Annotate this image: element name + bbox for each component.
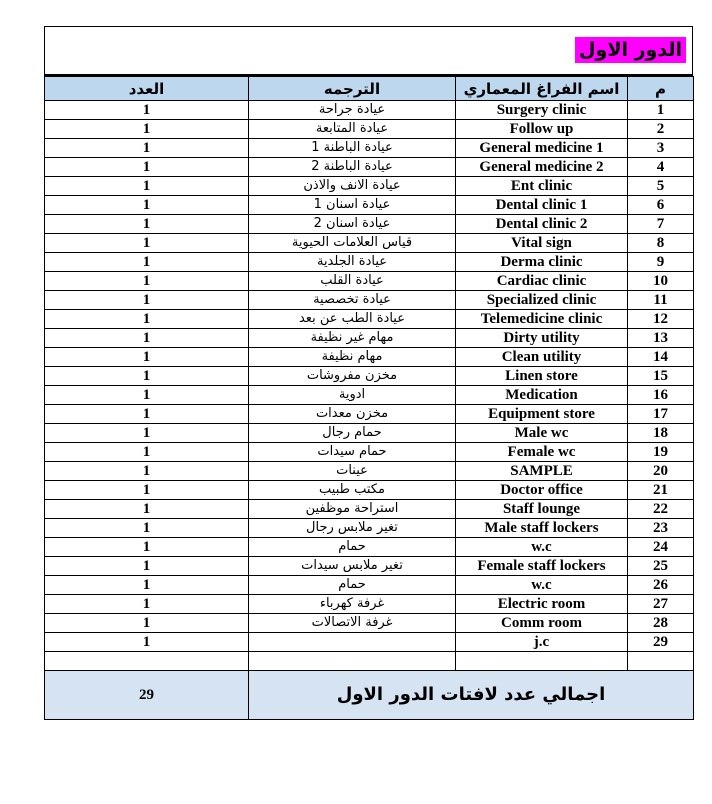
row-number-cell: 12 (628, 310, 694, 329)
table-row (45, 595, 694, 614)
row-count-cell (45, 652, 249, 671)
row-translation-cell: قياس العلامات الحيوية (249, 234, 456, 253)
row-count-cell: 1 (45, 538, 249, 557)
row-translation-cell: مكتب طبيب (249, 481, 456, 500)
row-space-name-cell: Electric room (456, 595, 628, 614)
row-number-cell: 20 (628, 462, 694, 481)
row-space-name-cell: Ent clinic (456, 177, 628, 196)
table-row (45, 519, 694, 538)
row-translation-cell: حمام رجال (249, 424, 456, 443)
table-row (45, 557, 694, 576)
table-row (45, 158, 694, 177)
table-row (45, 196, 694, 215)
row-count-cell: 1 (45, 481, 249, 500)
total-row (45, 671, 694, 720)
table-row (45, 120, 694, 139)
row-number-cell: 19 (628, 443, 694, 462)
row-translation-cell: مهام نظيفة (249, 348, 456, 367)
row-number-cell: 29 (628, 633, 694, 652)
row-space-name-cell (456, 652, 628, 671)
row-translation-cell: غرفة كهرباء (249, 595, 456, 614)
row-count-cell: 1 (45, 310, 249, 329)
row-number-cell: 23 (628, 519, 694, 538)
row-count-cell: 1 (45, 519, 249, 538)
row-translation-cell: حمام (249, 576, 456, 595)
row-count-cell: 1 (45, 234, 249, 253)
header-number: م (628, 77, 694, 101)
row-number-cell: 25 (628, 557, 694, 576)
row-translation-cell: عيادة المتابعة (249, 120, 456, 139)
row-space-name-cell: Follow up (456, 120, 628, 139)
row-number-cell: 28 (628, 614, 694, 633)
header-translation: الترجمه (249, 77, 456, 101)
row-number-cell: 18 (628, 424, 694, 443)
table-row (45, 367, 694, 386)
row-count-cell: 1 (45, 614, 249, 633)
row-number-cell: 4 (628, 158, 694, 177)
row-space-name-cell: SAMPLE (456, 462, 628, 481)
row-number-cell: 1 (628, 101, 694, 120)
table-row (45, 405, 694, 424)
row-number-cell: 8 (628, 234, 694, 253)
row-space-name-cell: w.c (456, 538, 628, 557)
row-count-cell: 1 (45, 120, 249, 139)
table-row (45, 272, 694, 291)
row-translation-cell: حمام (249, 538, 456, 557)
total-value: 29 (45, 671, 249, 720)
row-number-cell: 3 (628, 139, 694, 158)
row-translation-cell: عيادة اسنان 1 (249, 196, 456, 215)
table-row (45, 139, 694, 158)
table-row (45, 310, 694, 329)
row-count-cell: 1 (45, 386, 249, 405)
row-number-cell: 6 (628, 196, 694, 215)
row-translation-cell: استراحة موظفين (249, 500, 456, 519)
row-count-cell: 1 (45, 253, 249, 272)
row-space-name-cell: Equipment store (456, 405, 628, 424)
table-row (45, 443, 694, 462)
row-number-cell: 9 (628, 253, 694, 272)
row-count-cell: 1 (45, 595, 249, 614)
row-count-cell: 1 (45, 348, 249, 367)
row-translation-cell: عيادة اسنان 2 (249, 215, 456, 234)
row-space-name-cell: Specialized clinic (456, 291, 628, 310)
table-row (45, 234, 694, 253)
row-count-cell: 1 (45, 139, 249, 158)
row-count-cell: 1 (45, 101, 249, 120)
row-number-cell: 14 (628, 348, 694, 367)
row-count-cell: 1 (45, 215, 249, 234)
table-row (45, 329, 694, 348)
row-space-name-cell: Male staff lockers (456, 519, 628, 538)
row-translation-cell: ادوية (249, 386, 456, 405)
row-space-name-cell: Cardiac clinic (456, 272, 628, 291)
row-space-name-cell: Derma clinic (456, 253, 628, 272)
table-row (45, 462, 694, 481)
table-row (45, 215, 694, 234)
row-count-cell: 1 (45, 367, 249, 386)
row-translation-cell: عيادة الباطنة 1 (249, 139, 456, 158)
row-translation-cell: تغير ملابس سيدات (249, 557, 456, 576)
floor-title: الدور الاول (575, 37, 686, 63)
row-number-cell: 21 (628, 481, 694, 500)
row-count-cell: 1 (45, 177, 249, 196)
row-number-cell: 26 (628, 576, 694, 595)
row-count-cell: 1 (45, 424, 249, 443)
row-space-name-cell: Linen store (456, 367, 628, 386)
row-count-cell: 1 (45, 633, 249, 652)
signage-sheet (44, 26, 693, 720)
row-space-name-cell: Doctor office (456, 481, 628, 500)
row-space-name-cell: Staff lounge (456, 500, 628, 519)
row-space-name-cell: w.c (456, 576, 628, 595)
row-space-name-cell: General medicine 1 (456, 139, 628, 158)
row-number-cell: 2 (628, 120, 694, 139)
row-translation-cell: عيادة القلب (249, 272, 456, 291)
row-space-name-cell: Medication (456, 386, 628, 405)
row-space-name-cell: Telemedicine clinic (456, 310, 628, 329)
row-number-cell: 5 (628, 177, 694, 196)
row-count-cell: 1 (45, 462, 249, 481)
table-row (45, 633, 694, 652)
row-number-cell: 22 (628, 500, 694, 519)
row-count-cell: 1 (45, 443, 249, 462)
row-count-cell: 1 (45, 291, 249, 310)
table-row (45, 614, 694, 633)
row-number-cell: 16 (628, 386, 694, 405)
spaces-table (44, 76, 694, 720)
row-space-name-cell: Surgery clinic (456, 101, 628, 120)
row-translation-cell: عيادة الجلدية (249, 253, 456, 272)
row-number-cell: 10 (628, 272, 694, 291)
table-row (45, 291, 694, 310)
row-translation-cell: عيادة تخصصية (249, 291, 456, 310)
header-space-name: اسم الفراغ المعماري (456, 77, 628, 101)
row-translation-cell: تغير ملابس رجال (249, 519, 456, 538)
row-number-cell: 24 (628, 538, 694, 557)
table-row (45, 424, 694, 443)
table-row (45, 177, 694, 196)
row-space-name-cell: Male wc (456, 424, 628, 443)
table-row (45, 652, 694, 671)
row-count-cell: 1 (45, 329, 249, 348)
title-frame (44, 26, 693, 76)
table-row (45, 481, 694, 500)
row-translation-cell: مهام غير نظيفة (249, 329, 456, 348)
table-row (45, 348, 694, 367)
row-count-cell: 1 (45, 557, 249, 576)
row-space-name-cell: Female wc (456, 443, 628, 462)
row-count-cell: 1 (45, 500, 249, 519)
row-translation-cell (249, 633, 456, 652)
row-number-cell: 17 (628, 405, 694, 424)
row-space-name-cell: General medicine 2 (456, 158, 628, 177)
table-row (45, 576, 694, 595)
row-count-cell: 1 (45, 158, 249, 177)
row-space-name-cell: Female staff lockers (456, 557, 628, 576)
row-translation-cell: عيادة الطب عن بعد (249, 310, 456, 329)
row-number-cell: 7 (628, 215, 694, 234)
row-translation-cell: مخزن معدات (249, 405, 456, 424)
row-count-cell: 1 (45, 576, 249, 595)
title-row (45, 27, 692, 75)
row-translation-cell: عيادة جراحة (249, 101, 456, 120)
total-label: اجمالي عدد لافتات الدور الاول (249, 671, 694, 720)
row-space-name-cell: Comm room (456, 614, 628, 633)
row-number-cell: 27 (628, 595, 694, 614)
row-space-name-cell: Clean utility (456, 348, 628, 367)
table-row (45, 386, 694, 405)
table-row (45, 253, 694, 272)
table-row (45, 538, 694, 557)
row-translation-cell: عيادة الباطنة 2 (249, 158, 456, 177)
row-space-name-cell: Vital sign (456, 234, 628, 253)
row-translation-cell: عينات (249, 462, 456, 481)
row-count-cell: 1 (45, 272, 249, 291)
header-row (45, 77, 694, 101)
row-number-cell: 11 (628, 291, 694, 310)
table-row (45, 500, 694, 519)
row-number-cell: 15 (628, 367, 694, 386)
row-space-name-cell: Dirty utility (456, 329, 628, 348)
row-count-cell: 1 (45, 196, 249, 215)
row-number-cell (628, 652, 694, 671)
row-space-name-cell: j.c (456, 633, 628, 652)
row-translation-cell: عيادة الانف والاذن (249, 177, 456, 196)
row-count-cell: 1 (45, 405, 249, 424)
table-row (45, 101, 694, 120)
row-translation-cell: حمام سيدات (249, 443, 456, 462)
row-translation-cell: غرفة الاتصالات (249, 614, 456, 633)
row-translation-cell (249, 652, 456, 671)
row-space-name-cell: Dental clinic 1 (456, 196, 628, 215)
row-translation-cell: مخزن مفروشات (249, 367, 456, 386)
header-count: العدد (45, 77, 249, 101)
row-number-cell: 13 (628, 329, 694, 348)
row-space-name-cell: Dental clinic 2 (456, 215, 628, 234)
